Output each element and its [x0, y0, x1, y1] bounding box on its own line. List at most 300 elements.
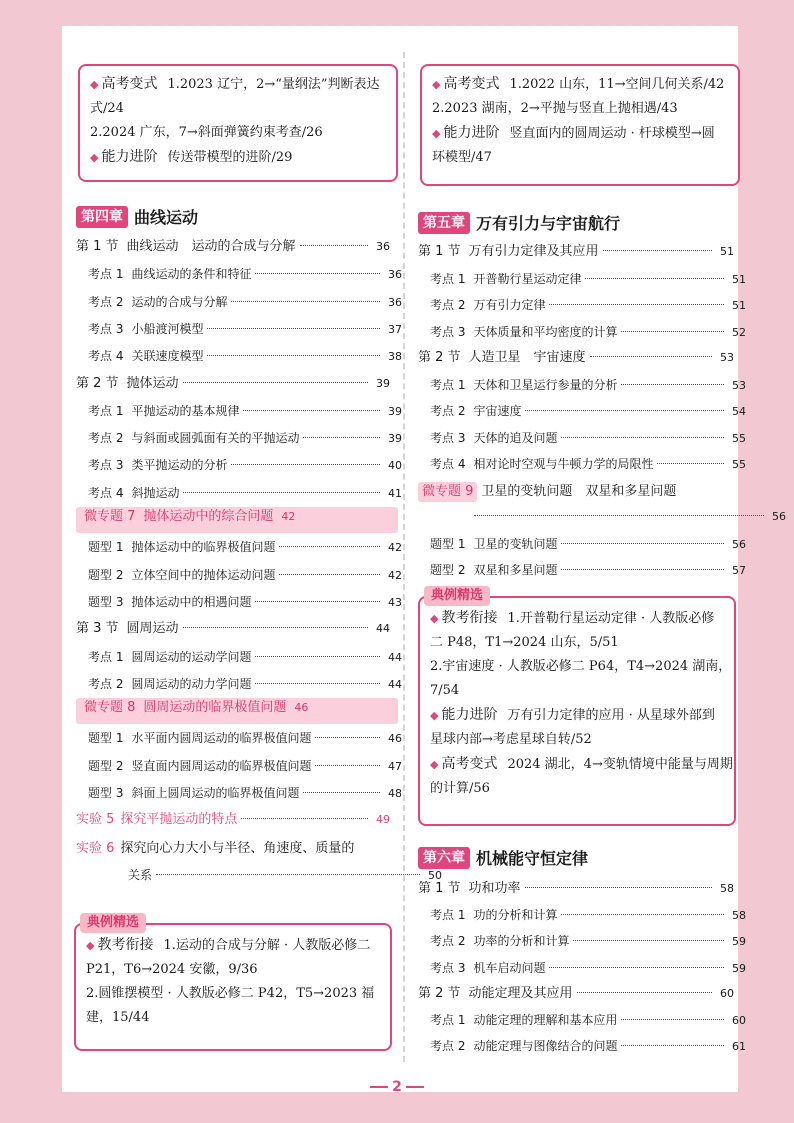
toc-page-number: 51	[732, 272, 746, 286]
box-line-text: 万有引力定律的应用 · 从星球外部到	[507, 708, 715, 723]
toc-page-number: 38	[388, 350, 402, 364]
toc-entry-prefix: 考点 4	[88, 349, 124, 364]
toc-entry-title	[76, 616, 179, 642]
toc-entry[interactable]	[76, 725, 402, 751]
toc-leader	[525, 887, 712, 888]
chapter6-heading	[418, 846, 588, 869]
toc-entry-text: 天体的追及问题	[473, 430, 558, 445]
box-line-text: 竖直面内的圆周运动 · 杆球模型→圆	[509, 126, 715, 141]
toc-entry-title	[88, 534, 275, 560]
toc-page-number: 42	[388, 568, 402, 582]
toc-entry-text: 关联速度模型	[131, 349, 204, 364]
toc-entry[interactable]	[418, 981, 734, 1007]
toc-entry[interactable]	[418, 955, 746, 981]
toc-entry-prefix: 微专题 9	[418, 482, 477, 502]
toc-entry-title	[418, 876, 521, 902]
box-line	[430, 703, 726, 728]
toc-entry-title	[88, 398, 239, 424]
box-line-text: 二 P48，T1→2024 山东，5/51	[430, 635, 619, 650]
chapter4-badge: 第四章	[76, 206, 128, 228]
left-top-box	[78, 64, 398, 182]
toc-entry[interactable]	[418, 451, 746, 477]
toc-entry[interactable]	[76, 316, 402, 342]
toc-entry-title	[430, 1007, 617, 1033]
bullet-diamond-icon: ◆	[432, 78, 441, 91]
box-line	[86, 933, 382, 958]
toc-entry[interactable]	[76, 807, 390, 833]
toc-page-number: 42	[388, 541, 402, 555]
toc-entry[interactable]	[76, 780, 402, 806]
toc-entry[interactable]	[76, 698, 398, 724]
bullet-diamond-icon: ◆	[86, 939, 95, 952]
toc-leader	[621, 1045, 724, 1046]
toc-entry-prefix: 考点 2	[430, 298, 466, 312]
toc-page-number: 46	[388, 732, 402, 746]
toc-entry-title	[88, 562, 275, 588]
toc-leader	[183, 382, 368, 383]
toc-entry-title	[418, 478, 676, 505]
toc-entry-prefix: 考点 4	[430, 457, 466, 471]
toc-entry[interactable]	[76, 589, 402, 615]
box-line-text: 1.开普勒行星运动定律 · 人教版必修	[507, 611, 715, 626]
toc-entry-prefix: 第 2 节	[418, 985, 461, 1001]
box-line-label: 高考变式	[101, 76, 158, 92]
toc-entry-title	[430, 902, 557, 928]
toc-leader	[549, 304, 724, 305]
page-number: 2	[392, 1079, 402, 1095]
toc-page-number: 39	[376, 376, 390, 390]
toc-entry-text: 相对论时空观与牛顿力学的局限性	[473, 457, 654, 471]
chapter4-heading	[76, 205, 198, 228]
toc-leader	[621, 384, 724, 385]
toc-entry-text: 抛体运动	[126, 375, 179, 391]
toc-entry-text: 机车启动问题	[473, 960, 546, 975]
toc-leader	[603, 250, 712, 251]
toc-entry-text: 立体空间中的抛体运动问题	[131, 567, 276, 582]
toc-entry-title	[76, 234, 296, 260]
toc-page-number: 39	[388, 432, 402, 446]
left-bottom-box	[74, 915, 392, 1051]
toc-page-number: 47	[388, 759, 402, 773]
toc-entry-text: 功和功率	[468, 881, 521, 896]
toc-entry[interactable]	[418, 239, 734, 265]
toc-page-number: 39	[388, 404, 402, 418]
toc-page-number: 58	[732, 909, 746, 923]
box-line-text: 式/24	[90, 101, 124, 116]
toc-leader	[561, 914, 724, 915]
toc-entry-title	[88, 671, 251, 697]
box-line-label: 高考变式	[441, 756, 498, 772]
toc-page-number: 51	[732, 299, 746, 312]
toc-entry-text: 抛体运动中的临界极值问题	[131, 540, 276, 555]
toc-page-number: 55	[732, 458, 746, 471]
toc-leader	[231, 464, 380, 465]
toc-entry-prefix: 考点 2	[430, 934, 466, 949]
toc-page-number: 55	[732, 431, 746, 445]
toc-page-number: 53	[732, 378, 746, 392]
toc-page-number: 44	[388, 650, 402, 664]
toc-entry[interactable]	[76, 534, 402, 560]
box-line-text: 2.2023 湖南，2→平抛与竖直上抛相遇/43	[432, 101, 678, 116]
toc-entry-title	[430, 531, 557, 557]
toc-entry[interactable]	[418, 319, 746, 345]
toc-entry-prefix: 考点 3	[430, 960, 466, 975]
toc-entry[interactable]	[76, 753, 402, 779]
toc-leader	[585, 278, 724, 279]
box-line-text: 星球内部→考虑星球自转/52	[430, 732, 592, 747]
toc-entry-text: 关系	[128, 867, 153, 882]
toc-leader	[525, 410, 724, 411]
bullet-diamond-icon: ◆	[90, 151, 99, 164]
box-line-label: 教考衔接	[97, 937, 154, 953]
toc-entry-title	[88, 316, 203, 342]
toc-entry[interactable]	[418, 504, 786, 530]
box-line-text: 2024 湖北，4→变轨情境中能量与周期	[507, 757, 733, 772]
toc-entry-title	[128, 862, 152, 888]
toc-entry-prefix: 考点 4	[88, 485, 124, 500]
toc-entry-prefix: 考点 2	[88, 294, 124, 309]
chapter6-badge: 第六章	[418, 847, 470, 869]
toc-entry-text: 曲线运动的条件和特征	[131, 267, 252, 282]
toc-entry-text: 类平抛运动的分析	[131, 458, 228, 473]
toc-entry[interactable]	[418, 531, 746, 557]
right-mid-box	[418, 588, 736, 826]
scalloped-edge	[62, 18, 738, 34]
toc-entry-text: 双星和多星问题	[473, 563, 558, 577]
toc-entry-text: 小船渡河模型	[131, 321, 204, 336]
toc-entry-title	[430, 955, 545, 981]
bullet-diamond-icon: ◆	[430, 709, 439, 722]
toc-entry[interactable]	[418, 425, 746, 451]
toc-page-number: 53	[720, 351, 734, 364]
toc-entry-text: 探究向心力大小与半径、角速度、质量的	[120, 840, 355, 856]
box-line	[90, 97, 388, 121]
toc-entry-prefix: 考点 2	[88, 431, 124, 446]
bullet-diamond-icon: ◆	[90, 78, 99, 91]
toc-entry-prefix: 考点 1	[88, 649, 124, 664]
toc-entry-prefix: 第 2 节	[418, 350, 461, 365]
box-line-text: 1.2023 辽宁，2→“量纲法”判断表达	[167, 77, 380, 92]
toc-leader	[549, 967, 724, 968]
toc-page-number: 60	[720, 986, 734, 1000]
toc-entry-text: 开普勒行星运动定律	[473, 271, 582, 286]
toc-entry-prefix: 第 3 节	[76, 621, 119, 637]
toc-entry-text: 曲线运动 运动的合成与分解	[126, 239, 296, 254]
toc-entry[interactable]	[76, 289, 402, 315]
box-line-text: 环模型/47	[432, 150, 492, 165]
toc-entry-prefix: 题型 2	[88, 567, 124, 582]
toc-entry[interactable]	[418, 345, 734, 371]
chapter6-title: 机械能守恒定律	[476, 849, 589, 868]
toc-entry[interactable]	[76, 480, 402, 506]
toc-entry-title	[430, 398, 521, 424]
toc-entry[interactable]	[76, 671, 402, 697]
toc-entry[interactable]	[76, 507, 398, 533]
toc-entry-prefix: 题型 3	[88, 594, 124, 609]
toc-entry-prefix: 微专题 7	[80, 507, 139, 527]
toc-entry-text: 天体和卫星运行参量的分析	[473, 377, 618, 392]
toc-page-number: 42	[281, 510, 296, 523]
toc-leader	[315, 737, 380, 738]
toc-entry-prefix: 考点 1	[430, 377, 466, 392]
toc-entry-title	[430, 266, 581, 292]
toc-page-number: 51	[720, 245, 734, 258]
chapter5-title: 万有引力与宇宙航行	[476, 214, 621, 233]
toc-entry-prefix: 考点 2	[88, 676, 124, 691]
box-line	[86, 982, 382, 1006]
toc-page-number: 58	[720, 882, 734, 895]
toc-entry-prefix: 考点 1	[88, 267, 124, 282]
toc-entry[interactable]	[418, 478, 734, 504]
toc-entry-text: 人造卫星 宇宙速度	[468, 350, 586, 365]
toc-entry-text: 功率的分析和计算	[473, 934, 570, 949]
box-line	[432, 146, 730, 170]
toc-page-number: 56	[772, 510, 786, 523]
column-divider	[403, 52, 405, 1062]
toc-leader	[303, 437, 380, 438]
toc-entry[interactable]	[76, 261, 402, 287]
toc-entry-text: 动能定理及其应用	[468, 985, 573, 1001]
toc-leader	[255, 601, 380, 602]
toc-entry-text: 万有引力定律及其应用	[468, 244, 599, 259]
toc-leader	[474, 515, 764, 516]
toc-entry-text: 抛体运动中的相遇问题	[131, 594, 252, 609]
toc-entry[interactable]	[418, 1007, 746, 1033]
toc-entry-title	[430, 292, 545, 318]
toc-entry-text: 探究平抛运动的特点	[120, 812, 238, 828]
toc-entry[interactable]	[76, 644, 402, 670]
toc-leader	[255, 683, 380, 684]
toc-entry[interactable]	[418, 876, 734, 902]
box-line-label: 教考衔接	[441, 610, 498, 626]
toc-entry-text: 动能定理与图像结合的问题	[473, 1039, 618, 1054]
toc-entry-title	[88, 644, 251, 670]
toc-entry-title	[76, 371, 179, 397]
box-line	[430, 679, 726, 703]
toc-leader	[657, 463, 724, 464]
toc-entry-title	[88, 343, 203, 369]
bullet-diamond-icon: ◆	[430, 612, 439, 625]
toc-entry-prefix: 第 1 节	[418, 881, 461, 896]
box-line-text: 1.2022 山东，11→空间几何关系/42	[509, 77, 725, 92]
toc-leader	[156, 874, 420, 875]
page-footer	[0, 1079, 794, 1095]
toc-entry[interactable]	[76, 398, 402, 424]
toc-leader	[573, 940, 724, 941]
toc-entry[interactable]	[76, 835, 390, 861]
right-mid-box-title: 典例精选	[424, 586, 490, 606]
toc-entry-title	[88, 753, 311, 779]
toc-entry-title	[430, 1033, 617, 1059]
box-line	[90, 121, 388, 145]
toc-entry-prefix: 考点 1	[430, 908, 466, 923]
toc-entry-prefix: 题型 1	[430, 536, 466, 551]
toc-entry-text: 竖直面内圆周运动的临界极值问题	[131, 758, 312, 773]
toc-entry-title	[418, 981, 573, 1007]
box-line	[430, 655, 732, 679]
toc-entry-prefix: 微专题 8	[80, 698, 139, 718]
toc-entry[interactable]	[418, 928, 746, 954]
toc-entry-prefix: 题型 1	[88, 540, 124, 555]
bullet-diamond-icon: ◆	[430, 758, 439, 771]
toc-entry-prefix: 题型 1	[88, 731, 124, 746]
box-line-label: 能力进阶	[443, 125, 500, 141]
toc-entry-title	[418, 239, 599, 265]
box-line	[86, 1006, 382, 1030]
toc-entry-text: 与斜面或圆弧面有关的平抛运动	[131, 431, 300, 446]
toc-entry-title	[76, 835, 354, 862]
toc-entry[interactable]	[418, 557, 746, 583]
toc-entry-title	[88, 261, 251, 287]
box-line-label: 能力进阶	[441, 707, 498, 723]
toc-entry[interactable]	[76, 616, 390, 642]
toc-entry-text: 圆周运动	[126, 621, 179, 637]
box-line-text: 7/54	[430, 683, 460, 698]
toc-entry[interactable]	[76, 862, 442, 888]
box-line	[430, 777, 726, 801]
toc-entry-text: 抛体运动中的综合问题	[143, 509, 274, 524]
toc-page-number: 54	[732, 405, 746, 418]
toc-page-number: 52	[732, 325, 746, 339]
box-line-text: 2.宇宙速度 · 人教版必修二 P64，T4→2024 湖南，	[430, 659, 732, 674]
box-line-text: 传送带模型的进阶/29	[167, 150, 293, 165]
box-line	[432, 97, 730, 121]
toc-entry[interactable]	[76, 234, 390, 260]
left-bottom-box-title: 典例精选	[80, 913, 146, 933]
toc-leader	[279, 546, 380, 547]
toc-page-number: 40	[388, 459, 402, 473]
toc-leader	[303, 792, 380, 793]
toc-entry-text: 宇宙速度	[473, 404, 522, 418]
box-line-label: 能力进阶	[101, 149, 158, 165]
toc-entry-title	[80, 700, 286, 715]
box-line-text: 2.2024 广东，7→斜面弹簧约束考查/26	[90, 125, 323, 140]
toc-leader	[561, 543, 724, 544]
toc-leader	[207, 328, 380, 329]
toc-leader	[255, 273, 380, 274]
box-line-label: 高考变式	[443, 76, 500, 92]
toc-leader	[231, 301, 380, 302]
toc-entry-prefix: 题型 2	[430, 563, 466, 577]
box-line	[86, 958, 382, 982]
toc-entry-title	[430, 557, 557, 583]
toc-entry-prefix: 题型 3	[88, 786, 124, 800]
toc-leader	[243, 410, 380, 411]
toc-entry-text: 卫星的变轨问题 双星和多星问题	[481, 483, 677, 499]
toc-page-number: 36	[388, 268, 402, 282]
box-line	[430, 606, 726, 631]
toc-page-number: 36	[388, 295, 402, 309]
toc-entry-prefix: 考点 3	[88, 458, 124, 473]
toc-entry-title	[88, 480, 179, 506]
toc-entry-prefix: 考点 1	[430, 271, 466, 286]
toc-entry-prefix: 第 1 节	[76, 239, 119, 254]
toc-entry-title	[430, 425, 557, 451]
toc-entry[interactable]	[418, 292, 746, 318]
toc-entry-text: 平抛运动的基本规律	[131, 403, 240, 418]
toc-entry[interactable]	[418, 266, 746, 292]
toc-entry[interactable]	[76, 371, 390, 397]
box-line	[432, 72, 730, 97]
box-line	[90, 72, 388, 97]
chapter5-badge: 第五章	[418, 212, 470, 234]
toc-entry[interactable]	[76, 343, 402, 369]
toc-page-number: 60	[732, 1014, 746, 1027]
toc-entry-title	[80, 509, 273, 524]
toc-page-number: 41	[388, 486, 402, 500]
toc-entry[interactable]	[418, 398, 746, 424]
toc-page-number: 57	[732, 564, 746, 577]
toc-entry-title	[430, 319, 617, 345]
toc-page-number: 49	[376, 813, 390, 827]
toc-entry-text: 卫星的变轨问题	[473, 536, 558, 551]
toc-entry[interactable]	[418, 372, 746, 398]
toc-entry-prefix: 考点 1	[88, 403, 124, 418]
box-line	[432, 121, 730, 146]
box-line	[430, 728, 726, 752]
toc-entry-prefix: 考点 1	[430, 1013, 466, 1027]
toc-leader	[183, 627, 368, 628]
toc-page-number: 61	[732, 1040, 746, 1054]
toc-leader	[561, 437, 724, 438]
toc-entry-title	[76, 807, 237, 833]
toc-leader	[577, 992, 712, 993]
toc-page-number: 44	[376, 622, 390, 636]
toc-entry-text: 运动的合成与分解	[131, 294, 228, 309]
toc-entry[interactable]	[418, 1033, 746, 1059]
toc-entry-text: 功的分析和计算	[473, 908, 558, 923]
toc-entry-prefix: 考点 3	[430, 430, 466, 445]
toc-page-number: 36	[376, 240, 390, 253]
toc-page-number: 37	[388, 322, 402, 336]
toc-entry-text: 圆周运动的运动学问题	[131, 649, 252, 664]
toc-entry[interactable]	[76, 452, 402, 478]
toc-entry-prefix: 第 1 节	[418, 244, 461, 259]
toc-entry-title	[88, 452, 227, 478]
toc-entry-text: 斜抛运动	[131, 485, 180, 500]
toc-entry-title	[418, 345, 586, 371]
toc-page-number: 59	[732, 935, 746, 949]
toc-leader	[255, 656, 380, 657]
box-line-text: 的计算/56	[430, 781, 490, 796]
box-line	[430, 752, 733, 777]
box-line	[430, 631, 726, 655]
toc-entry-text: 水平面内圆周运动的临界极值问题	[131, 731, 312, 746]
box-line-text: 1.运动的合成与分解 · 人教版必修二	[163, 938, 371, 953]
toc-entry-title	[88, 289, 227, 315]
toc-entry-title	[88, 780, 299, 806]
toc-leader	[621, 1019, 724, 1020]
toc-leader	[590, 356, 712, 357]
toc-entry-text: 圆周运动的动力学问题	[131, 676, 252, 691]
toc-entry[interactable]	[76, 562, 402, 588]
toc-entry-prefix: 第 2 节	[76, 375, 119, 391]
toc-leader	[207, 355, 380, 356]
toc-entry[interactable]	[418, 902, 746, 928]
box-line-text: P21，T6→2024 安徽，9/36	[86, 962, 258, 977]
toc-leader	[279, 574, 380, 575]
toc-entry-prefix: 实验 5	[76, 812, 115, 828]
box-line-text: 2.圆锥摆模型 · 人教版必修二 P42，T5→2023 福	[86, 986, 375, 1001]
toc-entry[interactable]	[76, 425, 402, 451]
toc-entry-title	[430, 928, 569, 954]
toc-page-number: 46	[294, 701, 309, 715]
toc-page-number: 48	[388, 787, 402, 800]
toc-entry-prefix: 题型 2	[88, 758, 124, 773]
toc-leader	[315, 765, 380, 766]
chapter4-title: 曲线运动	[134, 208, 199, 227]
toc-entry-title	[430, 372, 617, 398]
